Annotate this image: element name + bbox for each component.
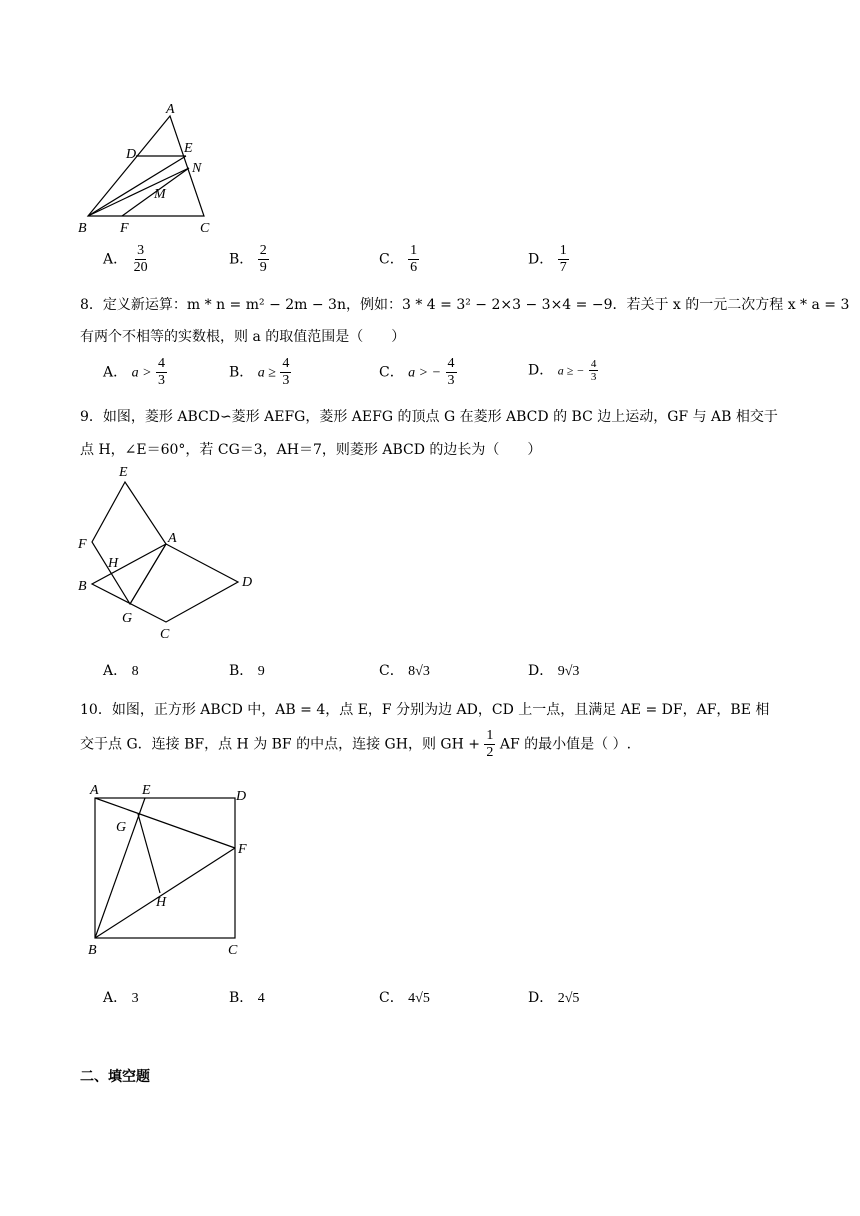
option-letter: C． bbox=[379, 990, 404, 1006]
option-letter: C． bbox=[379, 663, 404, 679]
section-title: 二、填空题 bbox=[80, 1069, 150, 1085]
q9-option-c[interactable] bbox=[379, 660, 430, 680]
q7-label-n: N bbox=[192, 161, 202, 176]
q9-stem-line-2: 点 H，∠E＝60°，若 CG＝3，AH＝7，则菱形 ABCD 的边长为（ ） bbox=[80, 442, 542, 458]
frac-den: 3 bbox=[590, 371, 597, 383]
option-value: 2√5 bbox=[557, 991, 580, 1006]
q7-label-f: F bbox=[120, 221, 129, 236]
q10-label-c: C bbox=[228, 943, 238, 958]
q10-label-e: E bbox=[142, 783, 151, 798]
option-letter: C． bbox=[379, 364, 404, 381]
q7-option-b[interactable] bbox=[229, 243, 269, 276]
q9-label-d: D bbox=[242, 575, 253, 590]
option-value: 4√5 bbox=[408, 991, 430, 1006]
q7-label-c: C bbox=[200, 221, 210, 236]
option-value: 8 bbox=[131, 664, 139, 679]
q7-option-c[interactable] bbox=[379, 243, 419, 276]
frac-num: 4 bbox=[282, 356, 290, 371]
q7-label-d: D bbox=[126, 147, 137, 162]
frac-den: 3 bbox=[447, 373, 455, 388]
q10-label-b: B bbox=[88, 943, 97, 958]
q10-label-h: H bbox=[156, 895, 167, 910]
option-value: 9 bbox=[257, 664, 265, 679]
frac-den: 3 bbox=[282, 373, 290, 388]
frac-num: 4 bbox=[590, 358, 597, 370]
q8-option-b[interactable] bbox=[229, 356, 291, 389]
option-letter: D． bbox=[528, 251, 554, 268]
frac-den: 9 bbox=[259, 260, 267, 275]
q10-line-2-post: AF 的最小值是（ ）. bbox=[499, 736, 632, 753]
q7-figure bbox=[70, 100, 230, 240]
q9-label-c: C bbox=[160, 627, 170, 642]
frac-num: 1 bbox=[559, 243, 567, 258]
q9-stem-line-1: 9．如图，菱形 ABCD∽菱形 AEFG，菱形 AEFG 的顶点 G 在菱形 ABCD 的 BC 边上运动，GF 与 AB 相交于 bbox=[80, 409, 778, 425]
option-prefix: a > − bbox=[408, 365, 442, 381]
q9-label-a: A bbox=[168, 531, 177, 546]
q9-label-b: B bbox=[78, 579, 87, 594]
option-letter: B． bbox=[229, 251, 254, 268]
q10-stem-line-2 bbox=[80, 728, 631, 761]
q10-option-a[interactable] bbox=[103, 987, 139, 1007]
q9-option-a[interactable] bbox=[103, 660, 139, 680]
option-letter: D． bbox=[528, 663, 554, 679]
option-value: 9√3 bbox=[557, 664, 580, 679]
q7-label-m: M bbox=[154, 187, 166, 202]
q10-label-a: A bbox=[90, 783, 99, 798]
q9-option-b[interactable] bbox=[229, 660, 265, 680]
option-value: 3 bbox=[131, 991, 139, 1006]
option-letter: D． bbox=[528, 990, 554, 1006]
frac-den: 3 bbox=[157, 373, 165, 388]
option-letter: A． bbox=[103, 251, 128, 268]
option-letter: A． bbox=[103, 364, 128, 381]
q10-label-f: F bbox=[238, 842, 247, 857]
q8-option-d[interactable] bbox=[528, 358, 598, 383]
q9-label-f: F bbox=[78, 537, 87, 552]
q8-option-c[interactable] bbox=[379, 356, 457, 389]
option-letter: C． bbox=[379, 251, 404, 268]
option-prefix: a ≥ − bbox=[557, 363, 585, 378]
option-letter: D． bbox=[528, 362, 554, 379]
option-letter: B． bbox=[229, 990, 254, 1006]
option-letter: A． bbox=[103, 990, 128, 1006]
q9-label-h: H bbox=[108, 556, 119, 571]
frac-num: 4 bbox=[157, 356, 165, 371]
frac-num: 2 bbox=[259, 243, 267, 258]
q7-label-a: A bbox=[166, 102, 175, 117]
frac-den: 20 bbox=[133, 260, 148, 275]
q10-label-d: D bbox=[236, 789, 247, 804]
frac-num: 1 bbox=[410, 243, 418, 258]
frac-den: 7 bbox=[559, 260, 567, 275]
option-value: 4 bbox=[257, 991, 265, 1006]
q7-label-e: E bbox=[184, 141, 193, 156]
option-prefix: a ≥ bbox=[257, 365, 276, 381]
q7-label-b: B bbox=[78, 221, 87, 236]
q9-label-e: E bbox=[119, 465, 128, 480]
q7-option-d[interactable] bbox=[528, 243, 569, 276]
q9-label-g: G bbox=[122, 611, 133, 626]
q10-option-d[interactable] bbox=[528, 987, 579, 1007]
frac-den: 2 bbox=[486, 745, 494, 760]
q9-figure bbox=[70, 460, 270, 645]
frac-num: 1 bbox=[486, 728, 494, 743]
option-letter: A． bbox=[103, 663, 128, 679]
option-value: 8√3 bbox=[408, 664, 430, 679]
frac-num: 4 bbox=[447, 356, 455, 371]
option-letter: B． bbox=[229, 663, 254, 679]
q8-option-a[interactable] bbox=[103, 356, 167, 389]
q10-option-b[interactable] bbox=[229, 987, 265, 1007]
option-prefix: a > bbox=[131, 365, 152, 381]
frac-den: 6 bbox=[410, 260, 418, 275]
q10-stem-line-1: 10．如图，正方形 ABCD 中，AB = 4，点 E，F 分别为边 AD，CD 上一点，且满足 AE = DF，AF，BE 相 bbox=[80, 702, 770, 718]
q10-figure bbox=[80, 778, 270, 963]
q8-stem-line-1: 8．定义新运算：m * n = m² − 2m − 3n，例如：3 * 4 = 3² − 2×3 − 3×4 = −9．若关于 x 的一元二次方程 x * a = 3 bbox=[80, 297, 850, 313]
q10-label-g: G bbox=[116, 820, 127, 835]
q10-option-c[interactable] bbox=[379, 987, 430, 1007]
q10-line-2-pre: 交于点 G．连接 BF，点 H 为 BF 的中点，连接 GH，则 GH + bbox=[80, 736, 480, 753]
q7-option-a[interactable] bbox=[103, 243, 150, 276]
q9-option-d[interactable] bbox=[528, 660, 579, 680]
frac-num: 3 bbox=[137, 243, 145, 258]
option-letter: B． bbox=[229, 364, 254, 381]
q8-stem-line-2: 有两个不相等的实数根，则 a 的取值范围是（ ） bbox=[80, 329, 406, 345]
